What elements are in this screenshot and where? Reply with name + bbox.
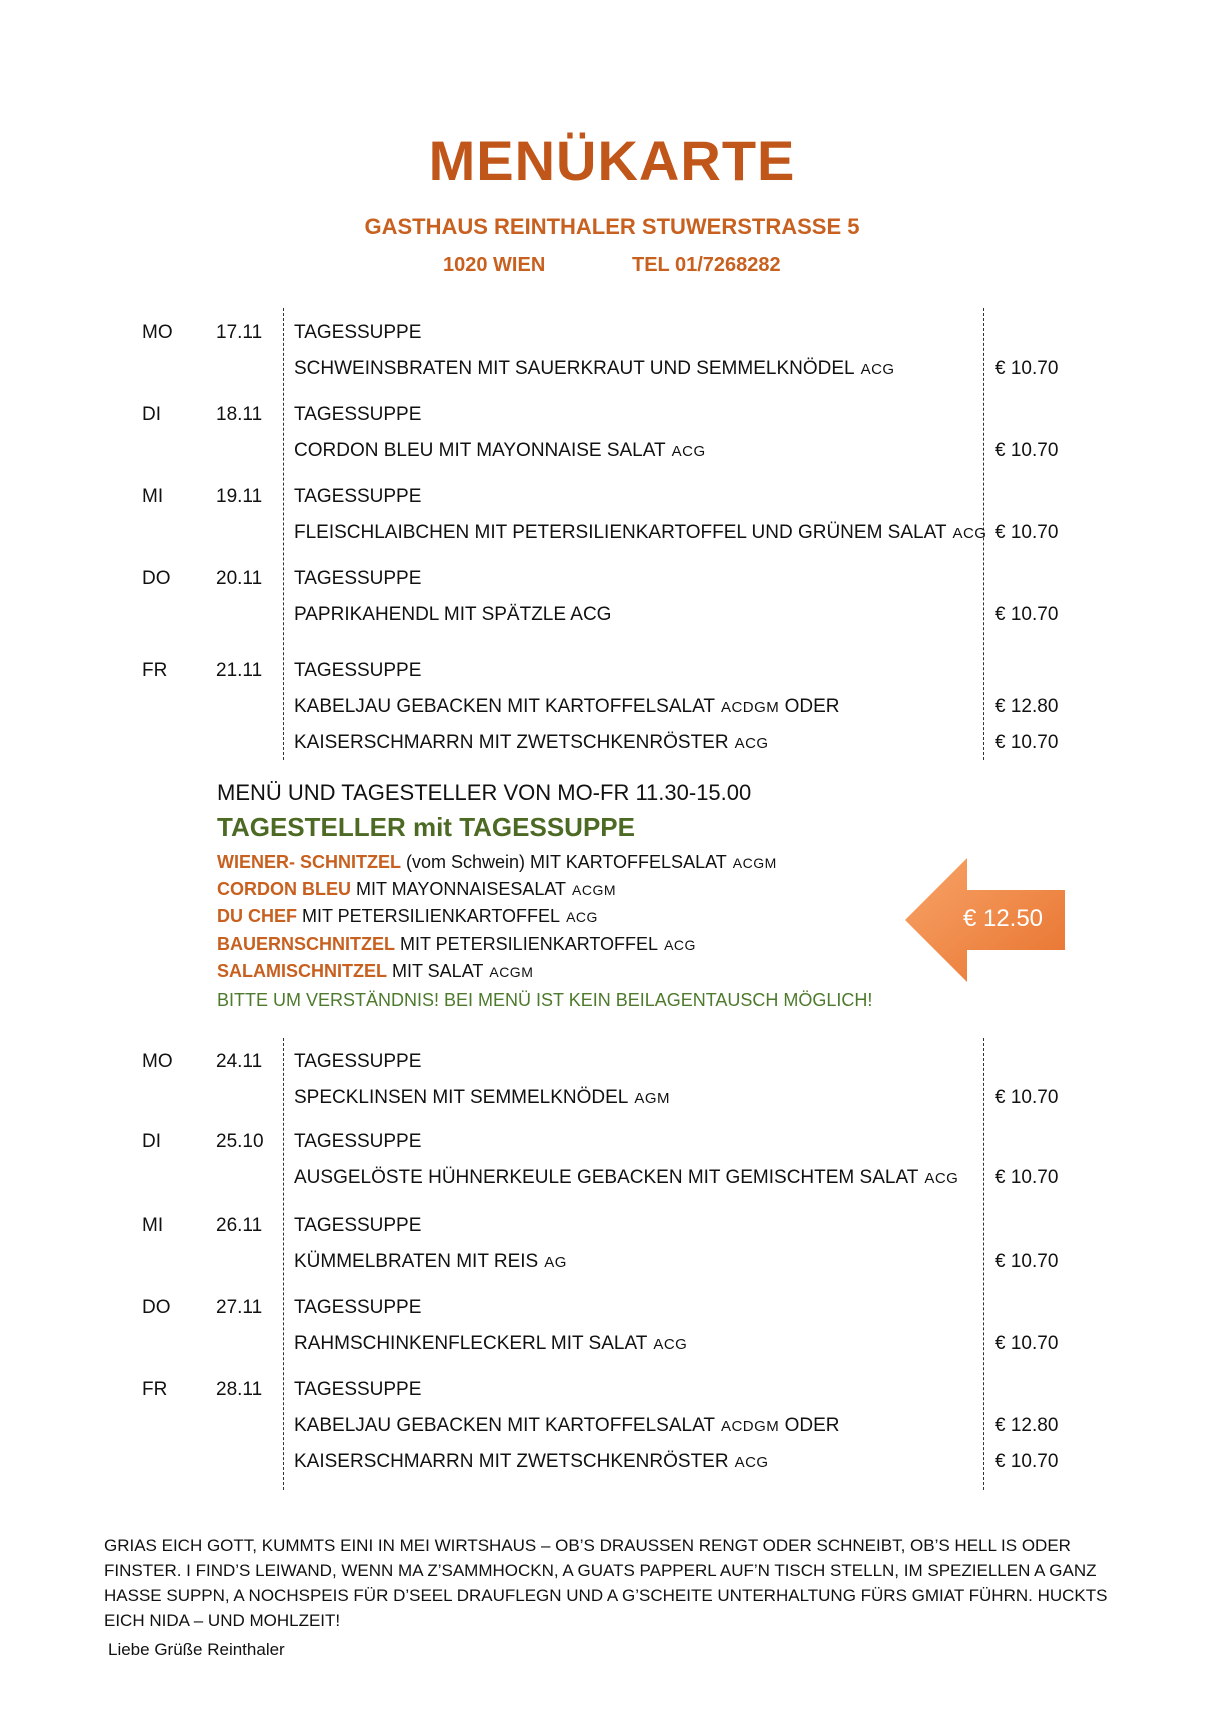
menu-notice: BITTE UM VERSTÄNDNIS! BEI MENÜ IST KEIN BEILAGENTAUSCH MÖGLICH! — [217, 990, 873, 1010]
date-label: 25.10 — [216, 1131, 264, 1152]
dish-label: AUSGELÖSTE HÜHNERKEULE GEBACKEN MIT GEMISCHTEM SALAT ACG — [294, 1167, 959, 1188]
list-item: BAUERNSCHNITZEL MIT PETERSILIENKARTOFFEL ACG — [217, 934, 696, 954]
table-row — [0, 728, 1224, 758]
footer-greeting: GRIAS EICH GOTT, KUMMTS EINI IN MEI WIRTSHAUS – OB’S DRAUSSEN RENGT ODER SCHNEIBT, OB’S HELL IS ODER FINSTER. I FIND’S LEIWAND, WENN MA Z’SAMMHOCKN, A GUATS PAPPERL AUF’N TISCH STELLN, IM SPEZIELLEN A GANZ HASSE SUPPN, A NOCHSPEIS FÜR D’SEEL DRAUFLEGN UND A G’SCHEITE UNTERHALTUNG FÜRS GMIAT FÜHRN. HUCKTS EICH NIDA – UND MOHLZEIT! — [104, 1536, 1108, 1630]
price-label: € 12.80 — [995, 696, 1059, 717]
table-row — [0, 1083, 1224, 1113]
table-row — [0, 436, 1224, 466]
day-label: MO — [142, 1051, 173, 1072]
allergen-codes: ACG — [734, 735, 769, 752]
price-label: € 10.70 — [995, 358, 1059, 379]
soup-label: TAGESSUPPE — [294, 1297, 422, 1318]
menu-heading: TAGESTELLER mit TAGESSUPPE — [217, 812, 635, 842]
allergen-codes: AGM — [634, 1090, 671, 1107]
table-row — [0, 1293, 1224, 1323]
date-label: 24.11 — [216, 1051, 263, 1072]
table-row — [0, 1211, 1224, 1241]
allergen-codes: ACG — [734, 1454, 769, 1471]
signature: Liebe Grüße Reinthaler — [108, 1640, 285, 1659]
table-row — [0, 400, 1224, 430]
table-row — [0, 1375, 1224, 1405]
dish-label: SCHWEINSBRATEN MIT SAUERKRAUT UND SEMMELKNÖDEL ACG — [294, 358, 895, 379]
allergen-codes: ACGM — [489, 964, 534, 980]
date-label: 18.11 — [216, 404, 263, 425]
day-label: MI — [142, 486, 164, 507]
date-label: 17.11 — [216, 322, 263, 343]
allergen-codes: ACDGM — [720, 699, 780, 716]
table-row — [0, 692, 1224, 722]
day-label: MO — [142, 322, 173, 343]
soup-label: TAGESSUPPE — [294, 568, 422, 589]
table-row — [0, 600, 1224, 630]
allergen-codes: ACG — [664, 937, 696, 953]
day-label: MI — [142, 1215, 164, 1236]
allergen-codes: ACG — [566, 909, 598, 925]
table-row — [0, 482, 1224, 512]
allergen-codes: ACGM — [572, 882, 617, 898]
dish-label: CORDON BLEU MIT MAYONNAISE SALAT ACG — [294, 440, 706, 461]
allergen-codes: ACG — [924, 1170, 959, 1187]
soup-label: TAGESSUPPE — [294, 404, 422, 425]
soup-label: TAGESSUPPE — [294, 1379, 422, 1400]
date-label: 28.11 — [216, 1379, 263, 1400]
allergen-codes: ACGM — [732, 855, 777, 871]
table-row — [0, 518, 1224, 548]
restaurant-address: GASTHAUS REINTHALER STUWERSTRASSE 5 — [364, 214, 860, 239]
table-row — [0, 1411, 1224, 1441]
table-row — [0, 1163, 1224, 1193]
day-label: FR — [142, 1379, 168, 1400]
page-title: MENÜKARTE — [428, 129, 796, 192]
soup-label: TAGESSUPPE — [294, 1051, 422, 1072]
dish-label: PAPRIKAHENDL MIT SPÄTZLE ACG — [294, 604, 612, 625]
date-label: 27.11 — [216, 1297, 263, 1318]
dish-label: KABELJAU GEBACKEN MIT KARTOFFELSALAT ACDGM ODER — [294, 1415, 840, 1436]
date-label: 21.11 — [216, 660, 263, 681]
menu-price: € 12.50 — [962, 905, 1044, 932]
table-row — [0, 1047, 1224, 1077]
table-row — [0, 318, 1224, 348]
allergen-codes: ACG — [653, 1336, 688, 1353]
table-row — [0, 564, 1224, 594]
allergen-codes: ACG — [671, 443, 706, 460]
table-row — [0, 354, 1224, 384]
soup-label: TAGESSUPPE — [294, 660, 422, 681]
allergen-codes: ACG — [860, 361, 895, 378]
date-label: 19.11 — [216, 486, 263, 507]
table-row — [0, 656, 1224, 686]
price-label: € 10.70 — [995, 1251, 1059, 1272]
list-item: DU CHEF MIT PETERSILIENKARTOFFEL ACG — [217, 906, 598, 926]
list-item: CORDON BLEU MIT MAYONNAISESALAT ACGM — [217, 879, 617, 899]
dish-label: KAISERSCHMARRN MIT ZWETSCHKENRÖSTER ACG — [294, 732, 769, 753]
list-item: SALAMISCHNITZEL MIT SALAT ACGM — [217, 961, 534, 981]
day-label: DI — [142, 1131, 161, 1152]
day-label: DO — [142, 568, 171, 589]
dish-label: FLEISCHLAIBCHEN MIT PETERSILIENKARTOFFEL UND GRÜNEM SALAT ACG — [294, 522, 987, 543]
price-label: € 12.80 — [995, 1415, 1059, 1436]
restaurant-city: 1020 WIEN — [443, 254, 546, 276]
dish-label: RAHMSCHINKENFLECKERL MIT SALAT ACG — [294, 1333, 688, 1354]
soup-label: TAGESSUPPE — [294, 1215, 422, 1236]
day-label: DI — [142, 404, 161, 425]
table-row — [0, 1329, 1224, 1359]
soup-label: TAGESSUPPE — [294, 486, 422, 507]
allergen-codes: ACDGM — [720, 1418, 780, 1435]
dish-label: KAISERSCHMARRN MIT ZWETSCHKENRÖSTER ACG — [294, 1451, 769, 1472]
price-label: € 10.70 — [995, 604, 1059, 625]
dish-label: KABELJAU GEBACKEN MIT KARTOFFELSALAT ACDGM ODER — [294, 696, 840, 717]
price-label: € 10.70 — [995, 1451, 1059, 1472]
dish-label: SPECKLINSEN MIT SEMMELKNÖDEL AGM — [294, 1087, 671, 1108]
price-label: € 10.70 — [995, 732, 1059, 753]
day-label: FR — [142, 660, 168, 681]
list-item: WIENER- SCHNITZEL (vom Schwein) MIT KARTOFFELSALAT ACGM — [217, 852, 777, 872]
day-label: DO — [142, 1297, 171, 1318]
price-label: € 10.70 — [995, 1333, 1059, 1354]
dish-label: KÜMMELBRATEN MIT REIS AG — [294, 1251, 567, 1272]
allergen-codes: ACG — [952, 525, 987, 542]
price-label: € 10.70 — [995, 1167, 1059, 1188]
menu-hours: MENÜ UND TAGESTELLER VON MO-FR 11.30-15.00 — [217, 780, 752, 805]
soup-label: TAGESSUPPE — [294, 322, 422, 343]
price-label: € 10.70 — [995, 440, 1059, 461]
price-label: € 10.70 — [995, 522, 1059, 543]
date-label: 26.11 — [216, 1215, 263, 1236]
table-row — [0, 1247, 1224, 1277]
table-row — [0, 1447, 1224, 1477]
date-label: 20.11 — [216, 568, 263, 589]
soup-label: TAGESSUPPE — [294, 1131, 422, 1152]
price-label: € 10.70 — [995, 1087, 1059, 1108]
table-row — [0, 1127, 1224, 1157]
allergen-codes: AG — [544, 1254, 567, 1271]
restaurant-phone: TEL 01/7268282 — [632, 254, 781, 276]
